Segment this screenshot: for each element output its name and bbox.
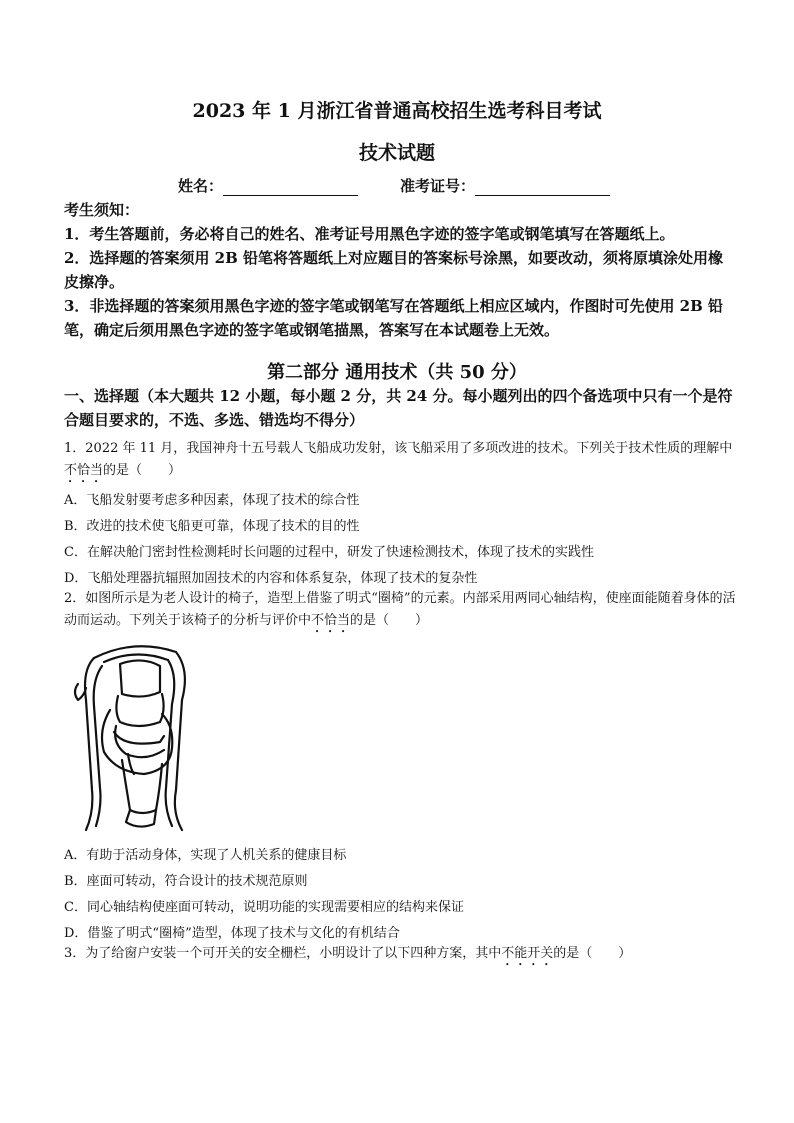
q1-option-a: A．飞船发射要考虑多种因素，体现了技术的综合性 bbox=[64, 493, 360, 508]
notice-heading: 考生须知： bbox=[64, 201, 140, 219]
q2-emphasis: 不恰当 bbox=[311, 613, 351, 628]
q1-stem: 1．2022 年 11 月，我国神舟十五号载人飞船成功发射，该飞船采用了多项改进的技术。下列关于技术性质的理解中不恰当的是（ ） bbox=[64, 441, 733, 478]
name-blank bbox=[223, 181, 358, 196]
question-3 bbox=[64, 943, 736, 969]
q2-option-b: B．座面可转动，符合设计的技术规范原则 bbox=[64, 874, 308, 889]
q1-option-d: D．飞船处理器抗辐照加固技术的内容和体系复杂，体现了技术的复杂性 bbox=[64, 571, 478, 586]
q2-option-c: C．同心轴结构使座面可转动，说明功能的实现需要相应的结构来保证 bbox=[64, 900, 464, 915]
q3-emphasis: 不能开关 bbox=[501, 946, 554, 961]
name-field bbox=[178, 175, 358, 196]
notice-item-2: 2．选择题的答案须用 2B 铅笔将答题纸上对应题目的答案标号涂黑，如要改动，须将原填涂处用橡皮擦净。 bbox=[64, 249, 724, 291]
section-title: 第二部分 通用技术（共 50 分） bbox=[267, 362, 527, 383]
question-2 bbox=[64, 588, 736, 636]
notice-block bbox=[64, 198, 736, 342]
name-label: 姓名： bbox=[178, 177, 224, 195]
q1-option-b: B．改进的技术使飞船更可靠，体现了技术的目的性 bbox=[64, 519, 360, 534]
q1-emphasis: 不恰当 bbox=[64, 463, 104, 478]
notice-item-3: 3．非选择题的答案须用黑色字迹的签字笔或钢笔写在答题纸上相应区域内，作图时可先使用 2B 铅笔，确定后须用黑色字迹的签字笔或钢笔描黑，答案写在本试题卷上无效。 bbox=[64, 297, 724, 339]
chair-illustration bbox=[64, 640, 204, 835]
id-label: 准考证号： bbox=[400, 177, 476, 195]
q2-options bbox=[64, 845, 736, 945]
notice-item-1: 1．考生答题前，务必将自己的姓名、准考证号用黑色字迹的签字笔或钢笔填写在答题纸上。 bbox=[64, 225, 675, 243]
q2-stem: 2．如图所示是为老人设计的椅子，造型上借鉴了明式“圈椅”的元素。内部采用两同心轴结构，使座面能随着身体的活动而运动。下列关于该椅子的分析与评价中不恰当的是（ ） bbox=[64, 591, 736, 628]
mc-heading: 一、选择题（本大题共 12 小题，每小题 2 分，共 24 分。每小题列出的四个备选项中只有一个是符合题目要求的，不选、多选、错选均不得分） bbox=[64, 387, 733, 429]
id-blank bbox=[475, 181, 610, 196]
question-1 bbox=[64, 438, 736, 590]
q2-option-a: A．有助于活动身体，实现了人机关系的健康目标 bbox=[64, 848, 347, 863]
q2-option-d: D．借鉴了明式“圈椅”造型，体现了技术与文化的有机结合 bbox=[64, 926, 400, 941]
q1-option-c: C．在解决舱门密封性检测耗时长问题的过程中，研发了快速检测技术，体现了技术的实践性 bbox=[64, 545, 594, 560]
exam-title: 2023 年 1 月浙江省普通高校招生选考科目考试 bbox=[192, 100, 602, 122]
exam-subtitle: 技术试题 bbox=[358, 142, 435, 164]
id-field bbox=[400, 175, 610, 196]
q3-stem: 3．为了给窗户安装一个可开关的安全栅栏，小明设计了以下四种方案，其中不能开关的是（ ） bbox=[64, 946, 632, 961]
